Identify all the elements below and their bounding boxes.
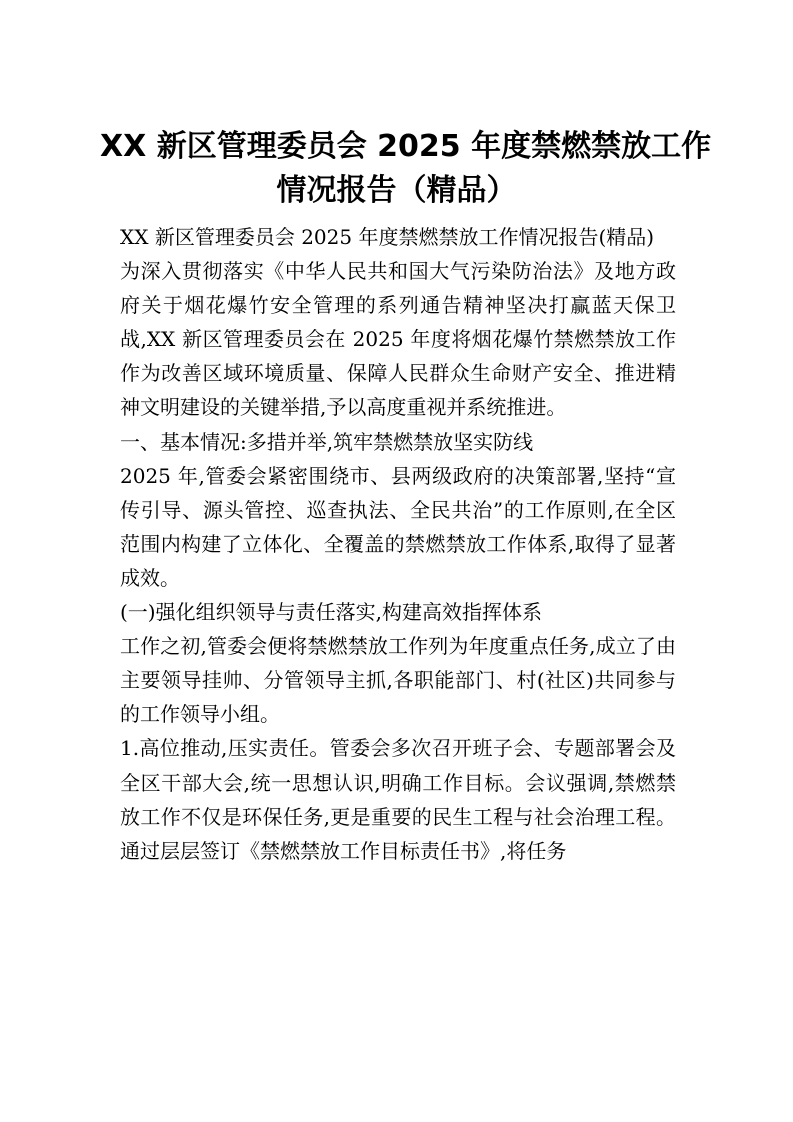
document-body [120, 220, 676, 868]
paragraph-basic-situation: 2025 年,管委会紧密围绕市、县两级政府的决策部署,坚持“宣传引导、源头管控、巡查执法、全民共治”的工作原则,在全区范围内构建了立体化、全覆盖的禁燃禁放工作体系,取得了显著成效。 [120, 463, 676, 590]
paragraph-leadership: 工作之初,管委会便将禁燃禁放工作列为年度重点任务,成立了由主要领导挂帅、分管领导主抓,各职能部门、村(社区)共同参与的工作领导小组。 [120, 634, 676, 727]
paragraph-high-level-push: 1.高位推动,压实责任。管委会多次召开班子会、专题部署会及全区干部大会,统一思想认识,明确工作目标。会议强调,禁燃禁放工作不仅是环保任务,更是重要的民生工程与社会治理工程。通过层层签订《禁燃禁放工作目标责任书》,将任务 [120, 736, 676, 863]
section-heading-basic-situation: 一、基本情况:多措并举,筑牢禁燃禁放坚实防线 [120, 429, 534, 454]
document-title-line-2: 情况报告（精品） [276, 173, 517, 208]
paragraph-introduction: 为深入贯彻落实《中华人民共和国大气污染防治法》及地方政府关于烟花爆竹安全管理的系列通告精神坚决打赢蓝天保卫战,XX 新区管理委员会在 2025 年度将烟花爆竹禁燃禁放工作作为改善区域环境质量、保障人民群众生命财产安全、推进精神文明建设的关键举措,予以高度重视并系统推进。 [120, 259, 676, 420]
document-title-line-1: XX 新区管理委员会 2025 年度禁燃禁放工作 [100, 129, 712, 164]
subsection-heading-leadership: (一)强化组织领导与责任落实,构建高效指挥体系 [120, 600, 542, 625]
paragraph-report-title: XX 新区管理委员会 2025 年度禁燃禁放工作情况报告(精品) [120, 225, 655, 249]
